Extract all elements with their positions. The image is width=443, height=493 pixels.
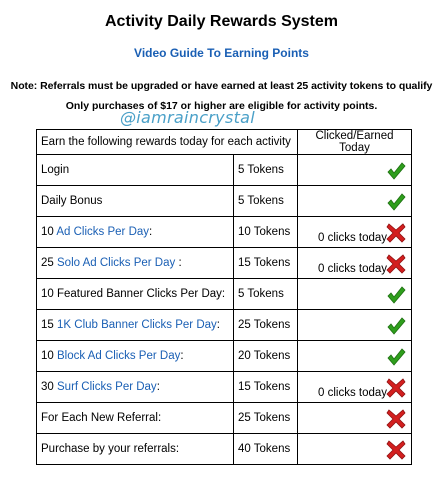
tokens-cell: 15 Tokens bbox=[234, 248, 298, 279]
tokens-cell: 25 Tokens bbox=[234, 310, 298, 341]
status-cell bbox=[298, 248, 412, 279]
table-row bbox=[37, 248, 412, 279]
activity-suffix: : bbox=[175, 257, 182, 269]
activity-cell bbox=[37, 434, 234, 465]
table-row bbox=[37, 434, 412, 465]
activity-link[interactable]: Ad Clicks Per Day bbox=[56, 226, 150, 238]
table-row bbox=[37, 155, 412, 186]
video-guide-link[interactable]: Video Guide To Earning Points bbox=[134, 46, 309, 60]
table-row bbox=[37, 279, 412, 310]
activity-prefix: Login bbox=[41, 164, 70, 176]
table-row bbox=[37, 217, 412, 248]
status-cell bbox=[298, 186, 412, 217]
cross-icon bbox=[386, 440, 406, 460]
status-cell bbox=[298, 403, 412, 434]
activity-cell bbox=[37, 217, 234, 248]
activity-cell bbox=[37, 279, 234, 310]
activity-cell bbox=[37, 186, 234, 217]
checkmark-icon bbox=[386, 316, 406, 336]
activity-cell bbox=[37, 310, 234, 341]
checkmark-icon bbox=[386, 285, 406, 305]
rewards-body bbox=[37, 155, 412, 465]
purchase-note: Only purchases of $17 or higher are eligible for activity points. bbox=[65, 100, 378, 112]
table-header-row bbox=[37, 130, 412, 155]
table-row bbox=[37, 186, 412, 217]
cross-icon bbox=[386, 378, 406, 398]
activity-prefix: 30 bbox=[41, 381, 57, 393]
tokens-cell: 5 Tokens bbox=[234, 186, 298, 217]
activity-link[interactable]: 1K Club Banner Clicks Per Day bbox=[57, 319, 217, 331]
clicks-today-text: 0 clicks today bbox=[318, 387, 388, 399]
tokens-cell: 25 Tokens bbox=[234, 403, 298, 434]
status-cell bbox=[298, 434, 412, 465]
tokens-cell: 15 Tokens bbox=[234, 372, 298, 403]
activity-prefix: Daily Bonus bbox=[41, 195, 103, 207]
activity-suffix: : bbox=[156, 381, 160, 393]
activity-link[interactable]: Solo Ad Clicks Per Day bbox=[57, 257, 176, 269]
activity-link[interactable]: Block Ad Clicks Per Day bbox=[57, 350, 181, 362]
status-cell bbox=[298, 310, 412, 341]
header-status: Clicked/Earned Today bbox=[298, 130, 412, 155]
activity-suffix: : bbox=[149, 226, 153, 238]
table-row bbox=[37, 403, 412, 434]
activity-cell bbox=[37, 248, 234, 279]
tokens-cell: 5 Tokens bbox=[234, 279, 298, 310]
activity-cell bbox=[37, 403, 234, 434]
page-title: Activity Daily Rewards System bbox=[105, 13, 338, 30]
checkmark-icon bbox=[386, 192, 406, 212]
referral-note: Note: Referrals must be upgraded or have earned at least 25 activity tokens to qualify bbox=[10, 80, 433, 92]
activity-suffix: : bbox=[180, 350, 184, 362]
table-row bbox=[37, 372, 412, 403]
watermark: @iamraincrystal bbox=[120, 108, 256, 127]
rewards-table bbox=[36, 129, 412, 465]
tokens-cell: 20 Tokens bbox=[234, 341, 298, 372]
activity-prefix: 25 bbox=[41, 257, 57, 269]
header-task: Earn the following rewards today for each activity bbox=[37, 130, 298, 155]
clicks-today-text: 0 clicks today bbox=[318, 263, 388, 275]
cross-icon bbox=[386, 223, 406, 243]
clicks-today-text: 0 clicks today bbox=[318, 232, 388, 244]
status-cell bbox=[298, 217, 412, 248]
activity-cell bbox=[37, 155, 234, 186]
status-cell bbox=[298, 372, 412, 403]
activity-prefix: 15 bbox=[41, 319, 57, 331]
activity-prefix: Purchase by your referrals: bbox=[41, 443, 180, 455]
checkmark-icon bbox=[386, 161, 406, 181]
cross-icon bbox=[386, 254, 406, 274]
activity-prefix: 10 bbox=[41, 350, 57, 362]
table-row bbox=[37, 341, 412, 372]
activity-link[interactable]: Surf Clicks Per Day bbox=[57, 381, 157, 393]
tokens-cell: 40 Tokens bbox=[234, 434, 298, 465]
activity-prefix: 10 bbox=[41, 226, 57, 238]
activity-suffix: : bbox=[216, 319, 220, 331]
status-cell bbox=[298, 341, 412, 372]
tokens-cell: 5 Tokens bbox=[234, 155, 298, 186]
tokens-cell: 10 Tokens bbox=[234, 217, 298, 248]
activity-prefix: For Each New Referral: bbox=[41, 412, 162, 424]
activity-cell bbox=[37, 372, 234, 403]
activity-prefix: 10 Featured Banner Clicks Per Day: bbox=[41, 288, 226, 300]
status-cell bbox=[298, 155, 412, 186]
activity-cell bbox=[37, 341, 234, 372]
cross-icon bbox=[386, 409, 406, 429]
table-row bbox=[37, 310, 412, 341]
checkmark-icon bbox=[386, 347, 406, 367]
status-cell bbox=[298, 279, 412, 310]
